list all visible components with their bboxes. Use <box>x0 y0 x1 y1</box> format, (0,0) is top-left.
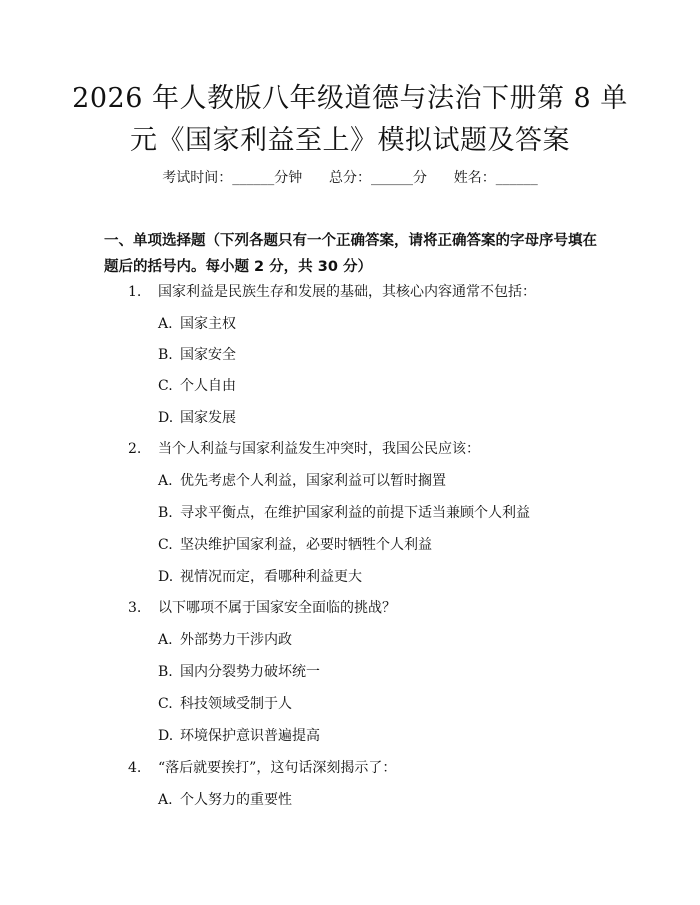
option-letter: C. <box>158 378 173 394</box>
option-4a <box>158 790 292 810</box>
option-letter: A. <box>158 792 173 808</box>
section-heading-single-choice: 一、单项选择题（下列各题只有一个正确答案，请将正确答案的字母序号填在题后的括号内。每小题 2 分，共 30 分） <box>104 233 597 275</box>
title-line-1: 2026 年人教版八年级道德与法治下册第 8 单 <box>72 83 628 114</box>
option-3c <box>158 694 292 714</box>
option-1d <box>158 408 236 428</box>
question-number: 2. <box>128 441 142 457</box>
option-letter: B. <box>158 347 173 363</box>
question-text: 国家利益是民族生存和发展的基础，其核心内容通常不包括： <box>158 284 536 300</box>
option-text: 个人自由 <box>180 378 236 394</box>
option-letter: D. <box>158 728 174 744</box>
option-text: 国家安全 <box>180 347 236 363</box>
question-text: “落后就要挨打”，这句话深刻揭示了： <box>158 760 397 776</box>
option-1b <box>158 345 236 365</box>
option-3a <box>158 630 292 650</box>
option-letter: C. <box>158 696 173 712</box>
option-text: 外部势力干涉内政 <box>180 632 292 648</box>
option-letter: A. <box>158 473 173 489</box>
question-number: 1. <box>128 284 142 300</box>
option-text: 国家发展 <box>180 410 236 426</box>
option-letter: A. <box>158 632 173 648</box>
document-title <box>60 78 640 162</box>
option-letter: A. <box>158 316 173 332</box>
option-text: 优先考虑个人利益，国家利益可以暂时搁置 <box>180 473 446 489</box>
option-2a <box>158 471 446 491</box>
exam-info-line: 考试时间：______分钟 总分：______分 姓名：______ <box>162 170 538 186</box>
option-2c <box>158 535 432 555</box>
option-text: 国内分裂势力破坏统一 <box>180 664 320 680</box>
option-1a <box>158 314 236 334</box>
question-text: 以下哪项不属于国家安全面临的挑战？ <box>158 600 396 616</box>
option-2b <box>158 503 530 523</box>
option-text: 个人努力的重要性 <box>180 792 292 808</box>
option-text: 视情况而定，看哪种利益更大 <box>180 569 362 585</box>
option-letter: B. <box>158 505 173 521</box>
question-number: 4. <box>128 760 142 776</box>
question-number: 3. <box>128 600 142 616</box>
option-3b <box>158 662 320 682</box>
option-text: 国家主权 <box>180 316 236 332</box>
option-text: 坚决维护国家利益，必要时牺牲个人利益 <box>180 537 432 553</box>
title-line-2: 元《国家利益至上》模拟试题及答案 <box>130 125 570 156</box>
question-text: 当个人利益与国家利益发生冲突时，我国公民应该： <box>158 441 480 457</box>
option-1c <box>158 376 236 396</box>
option-3d <box>158 726 320 746</box>
option-letter: B. <box>158 664 173 680</box>
option-text: 科技领域受制于人 <box>180 696 292 712</box>
option-text: 环境保护意识普遍提高 <box>180 728 320 744</box>
option-2d <box>158 567 362 587</box>
option-text: 寻求平衡点，在维护国家利益的前提下适当兼顾个人利益 <box>180 505 530 521</box>
option-letter: C. <box>158 537 173 553</box>
option-letter: D. <box>158 410 174 426</box>
option-letter: D. <box>158 569 174 585</box>
